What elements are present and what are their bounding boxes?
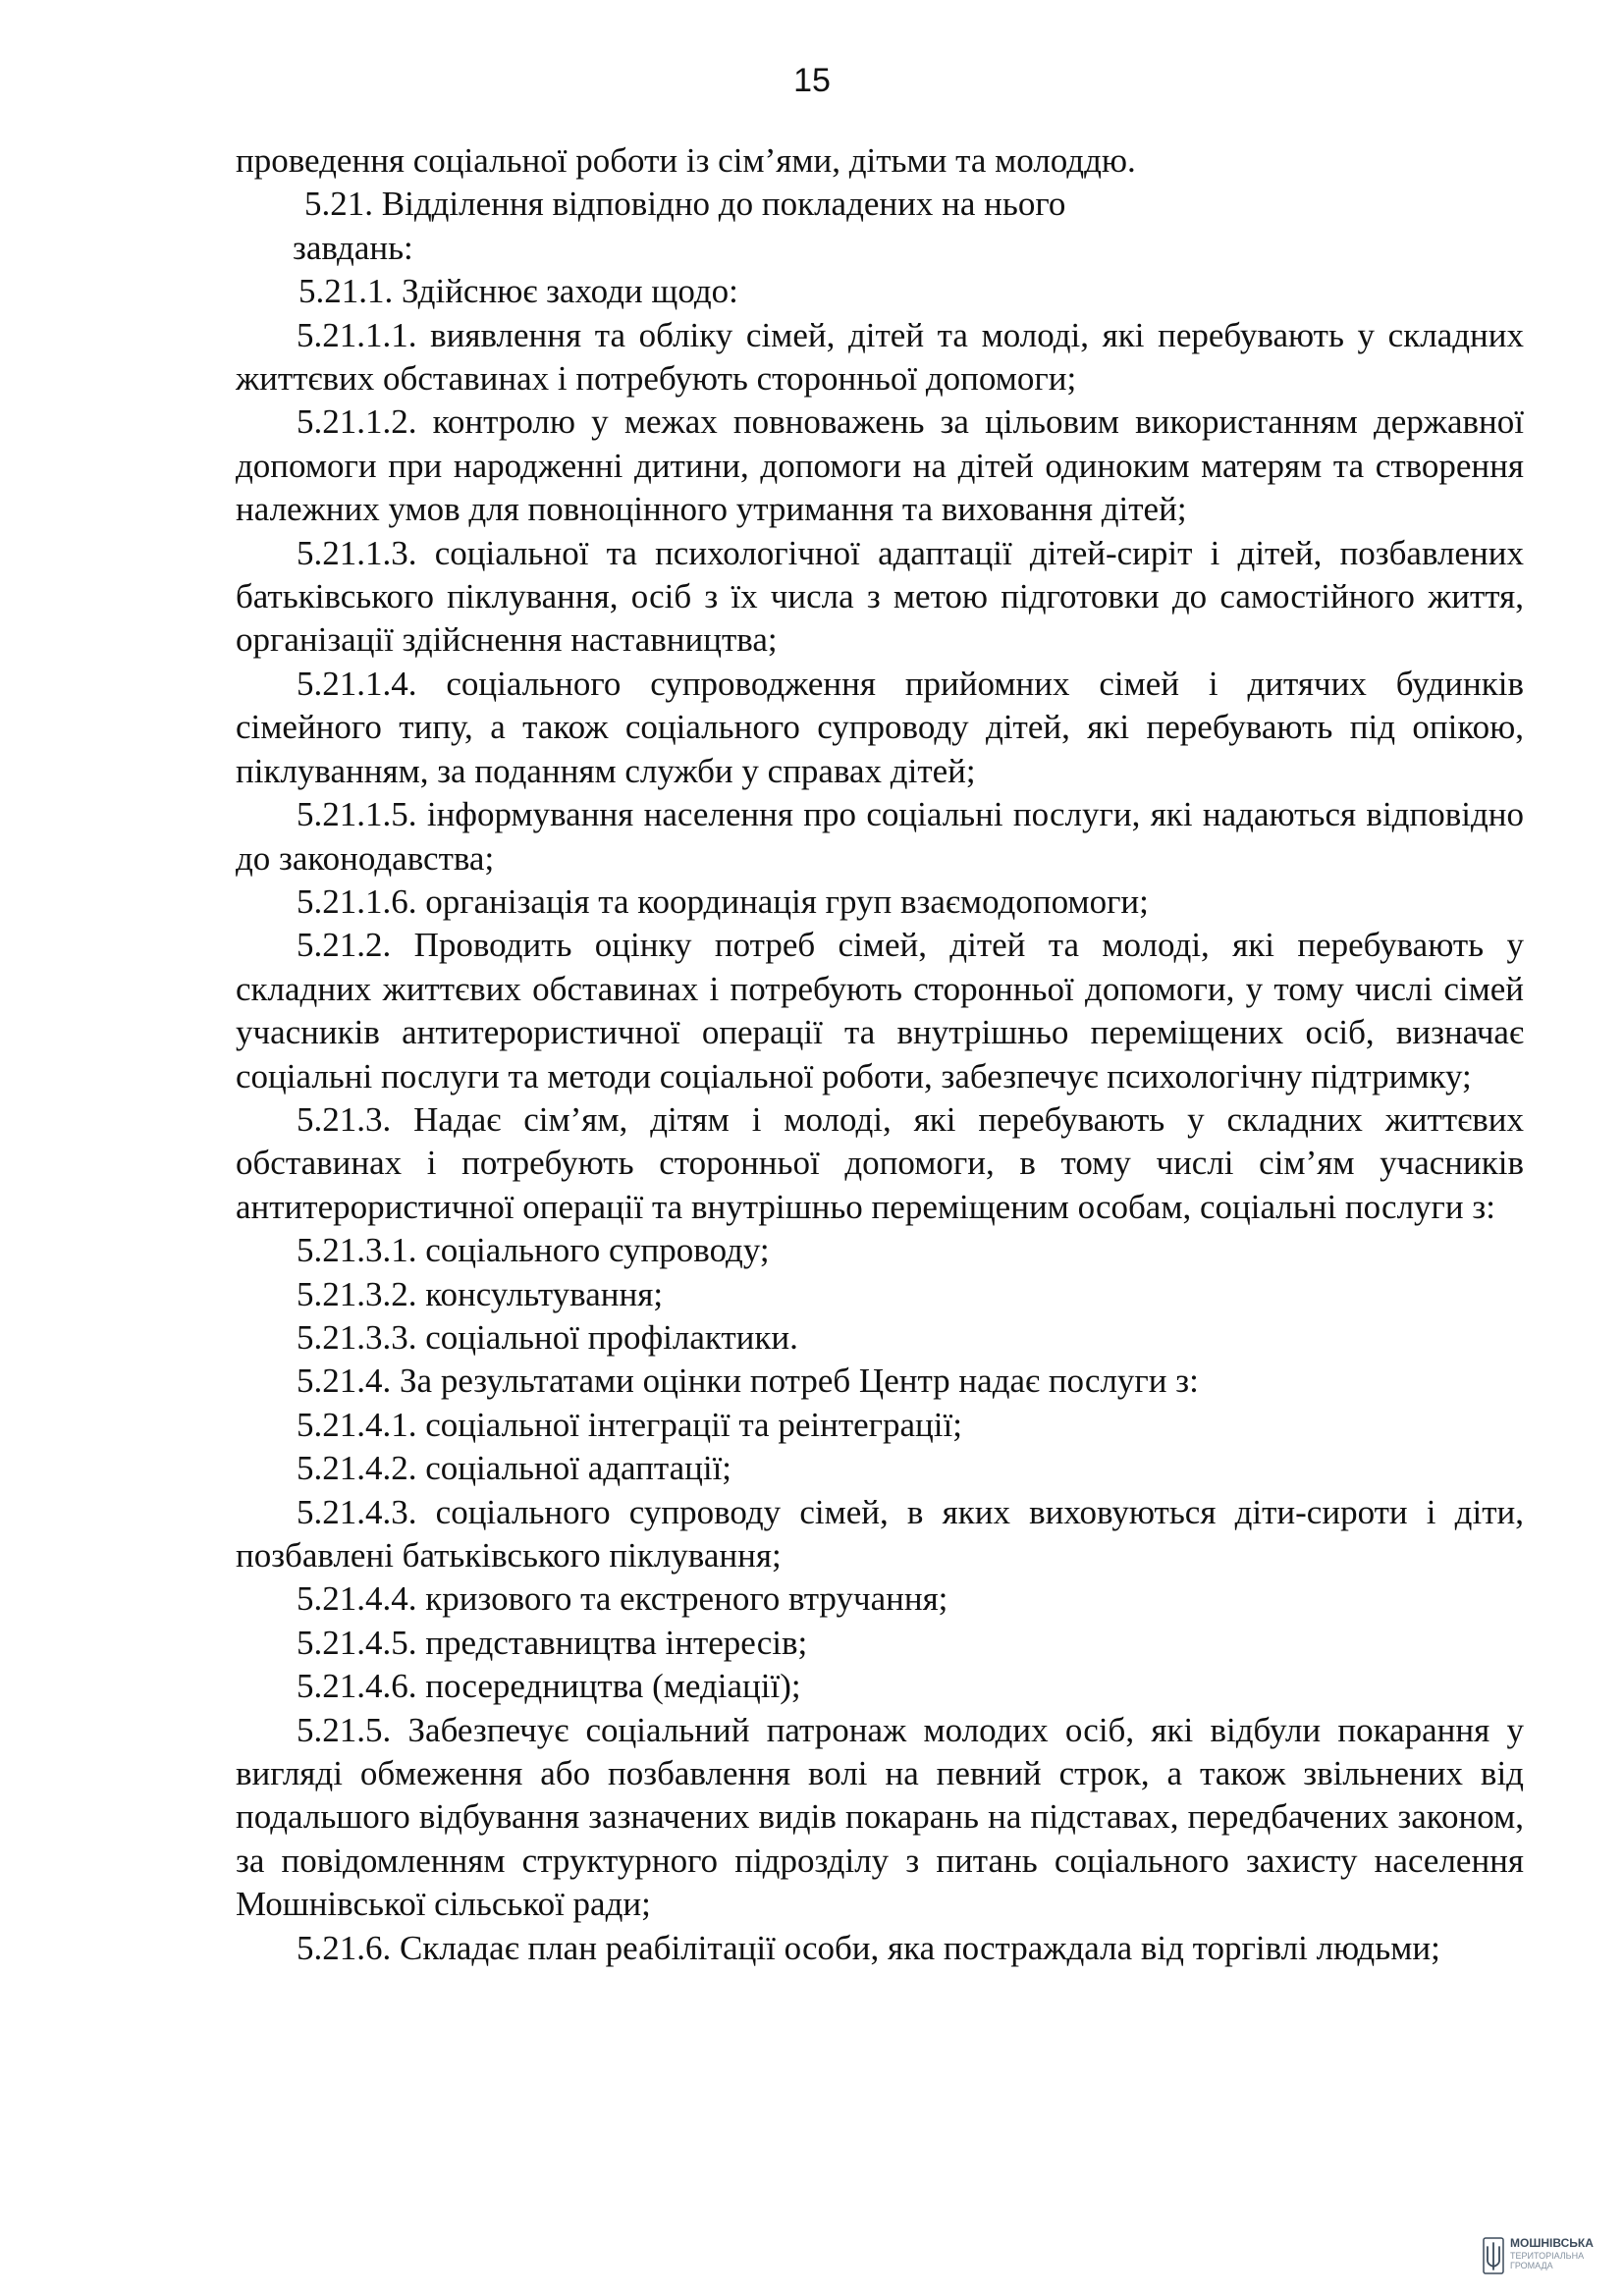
paragraph-5-21-4-4: 5.21.4.4. кризового та екстреного втручання; (297, 1579, 948, 1619)
paragraph-5-21: 5.21. Відділення відповідно до покладених на нього (304, 185, 1066, 224)
paragraph-5-21-4: 5.21.4. За результатами оцінки потреб Центр надає послуги з: (297, 1362, 1199, 1401)
paragraph-5-21-5: 5.21.5. Забезпечує соціальний патронаж молодих осіб, які відбули покарання у вигляді обмеження або позбавлення волі на певний строк, а також звільнених від подальшого відбування зазначених видів покарань на підставах, передбачених законом, за повідомленням структурного підрозділу з питань соціального захисту населення Мошнівської сільської ради; (236, 1710, 1524, 1924)
document-body (236, 139, 1524, 1970)
logo-subtitle-2: ГРОМАДА (1510, 2261, 1553, 2270)
logo-title: МОШНІВСЬКА (1510, 2236, 1594, 2250)
paragraph-5-21-2: 5.21.2. Проводить оцінку потреб сімей, дітей та молоді, які перебувають у складних життєвих обставинах і потребують сторонньої допомоги, у тому числі сімей учасників антитерористичної операції та внутрішньо переміщених осіб, визначає соціальні послуги та методи соціальної роботи, забезпечує психологічну підтримку; (236, 926, 1524, 1095)
paragraph-5-21-1-4: 5.21.1.4. соціального супроводження прийомних сімей і дитячих будинків сімейного типу, а також соціального супроводу дітей, які перебувають під опікою, піклуванням, за поданням служби у справах дітей; (236, 664, 1524, 790)
paragraph-5-21-1-5: 5.21.1.5. інформування населення про соціальні послуги, які надаються відповідно до законодавства; (236, 795, 1524, 878)
paragraph-intro: проведення соціальної роботи із сім’ями, дітьми та молоддю. (236, 141, 1136, 180)
paragraph-5-21-3-2: 5.21.3.2. консультування; (297, 1274, 664, 1313)
paragraph-5-21-1-3: 5.21.1.3. соціальної та психологічної адаптації дітей-сиріт і дітей, позбавлених батьківського піклування, осіб з їх числа з метою підготовки до самостійного життя, організації здійснення наставництва; (236, 533, 1524, 660)
paragraph-5-21-1-2: 5.21.1.2. контролю у межах повноважень за цільовим використанням державної допомоги при народженні дитини, допомоги на дітей одиноким матерям та створення належних умов для повноцінного утримання та виховання дітей; (236, 402, 1524, 529)
community-logo (1483, 2235, 1610, 2278)
paragraph-5-21-cont: завдань: (293, 228, 413, 267)
paragraph-5-21-4-2: 5.21.4.2. соціальної адаптації; (297, 1449, 732, 1488)
paragraph-5-21-3-3: 5.21.3.3. соціальної профілактики. (297, 1317, 798, 1357)
paragraph-5-21-4-6: 5.21.4.6. посередництва (медіації); (297, 1667, 801, 1706)
paragraph-5-21-6: 5.21.6. Складає план реабілітації особи, яка постраждала від торгівлі людьми; (297, 1928, 1440, 1967)
paragraph-5-21-3-1: 5.21.3.1. соціального супроводу; (297, 1231, 770, 1270)
paragraph-5-21-1-1: 5.21.1.1. виявлення та обліку сімей, дітей та молоді, які перебувають у складних життєвих обставинах і потребують сторонньої допомоги; (236, 315, 1524, 399)
paragraph-5-21-1-6: 5.21.1.6. організація та координація груп взаємодопомоги; (297, 881, 1149, 921)
paragraph-5-21-1: 5.21.1. Здійснює заходи щодо: (298, 272, 738, 311)
paragraph-5-21-3: 5.21.3. Надає сім’ям, дітям і молоді, які перебувають у складних життєвих обставинах і потребують сторонньої допомоги, в тому числі сім’ям учасників антитерористичної операції та внутрішньо переміщеним особам, соціальні послуги з: (236, 1099, 1524, 1226)
logo-subtitle-1: ТЕРИТОРІАЛЬНА (1510, 2251, 1585, 2261)
trident-icon (1483, 2237, 1504, 2274)
paragraph-5-21-4-3: 5.21.4.3. соціального супроводу сімей, в яких виховуються діти-сироти і діти, позбавлені батьківського піклування; (236, 1492, 1524, 1575)
paragraph-5-21-4-1: 5.21.4.1. соціальної інтеграції та реінтеграції; (297, 1405, 962, 1444)
page-number: 15 (793, 62, 831, 99)
paragraph-5-21-4-5: 5.21.4.5. представництва інтересів; (297, 1623, 808, 1662)
